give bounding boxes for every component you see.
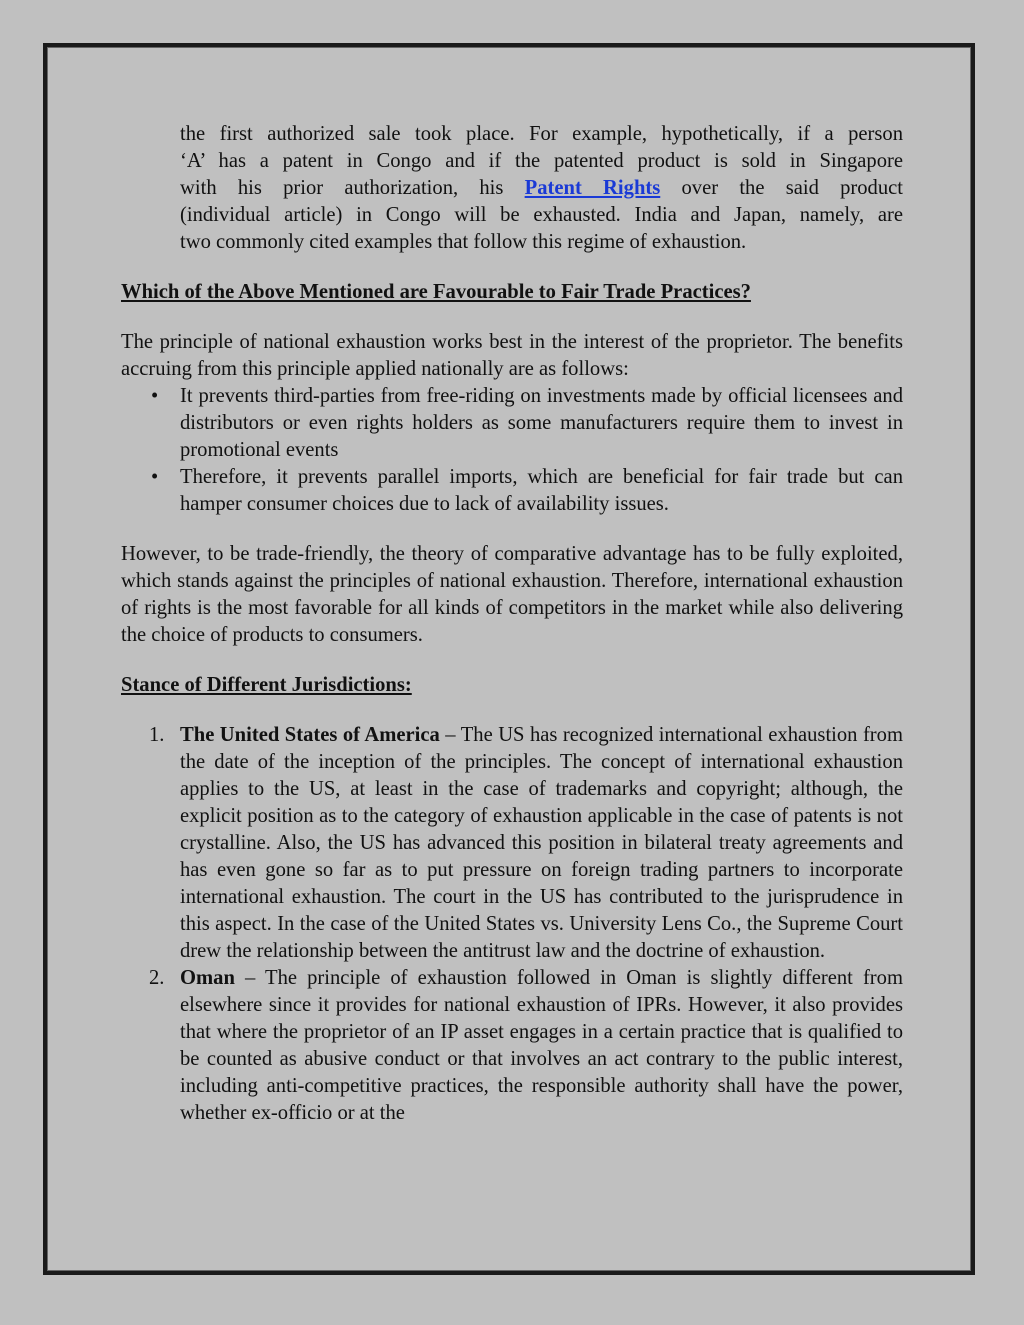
intro-line: ‘A’ has a patent in Congo and if the patented product is sold in Singapore [180, 150, 903, 172]
list-item-text: – The principle of exhaustion followed in Oman is slightly different from elsewhere since it provides for national exhaustion of IPRs. However, it also provides that where the proprietor of an IP asset engages in a certain practice that is qualified to be counted as abusive conduct or that involves an act contrary to the public interest, including anti-competitive practices, the responsible authority shall have the power, whether ex-officio or at the [180, 967, 903, 1124]
list-item [121, 965, 903, 1127]
list-item [121, 722, 903, 965]
list-item-text: Therefore, it prevents parallel imports, which are beneficial for fair trade but can hamper consumer choices due to lack of availability issues. [180, 466, 903, 515]
paragraph: The principle of national exhaustion works best in the interest of the proprietor. The benefits accruing from this principle applied nationally are as follows: [121, 331, 903, 380]
jurisdiction-list [121, 722, 903, 1127]
intro-text: with his prior authorization, his [180, 177, 504, 199]
section-heading: Stance of Different Jurisdictions: [121, 674, 412, 696]
intro-line: (individual article) in Congo will be exhausted. India and Japan, namely, are [180, 204, 903, 226]
jurisdiction-title: Oman [180, 967, 235, 989]
intro-line [180, 175, 903, 202]
intro-text: over the said product [681, 177, 903, 199]
list-item [121, 464, 903, 518]
intro-line: two commonly cited examples that follow this regime of exhaustion. [180, 231, 747, 253]
bullet-icon: • [151, 466, 159, 488]
list-number: 2. [149, 967, 165, 989]
list-item-text: It prevents third-parties from free-riding on investments made by official licensees and distributors or even rights holders as some manufacturers require them to invest in promotional events [180, 385, 903, 461]
intro-paragraph [180, 121, 903, 256]
section-heading: Which of the Above Mentioned are Favourable to Fair Trade Practices? [121, 281, 751, 303]
list-number: 1. [149, 724, 165, 746]
list-item-text: – The US has recognized international exhaustion from the date of the inception of the principles. The concept of international exhaustion applies to the US, at least in the case of trademarks and copyright; although, the explicit position as to the category of exhaustion applicable in the case of patents is not crystalline. Also, the US has advanced this position in bilateral treaty agreements and has even gone so far as to put pressure on foreign trading partners to incorporate international exhaustion. The court in the US has contributed to the jurisprudence in this aspect. In the case of the United States vs. University Lens Co., the Supreme Court drew the relationship between the antitrust law and the doctrine of exhaustion. [180, 724, 903, 962]
document-body [121, 121, 903, 1127]
list-item [121, 383, 903, 464]
bullet-icon: • [151, 385, 159, 407]
jurisdiction-title: The United States of America [180, 724, 440, 746]
patent-rights-link[interactable]: Patent Rights [524, 177, 661, 199]
bullet-list [121, 383, 903, 518]
paragraph: However, to be trade-friendly, the theory of comparative advantage has to be fully exploited, which stands against the principles of national exhaustion. Therefore, international exhaustion of rights is the most favorable for all kinds of competitors in the market while also delivering the choice of products to consumers. [121, 543, 903, 646]
intro-line: the first authorized sale took place. For example, hypothetically, if a person [180, 123, 903, 145]
